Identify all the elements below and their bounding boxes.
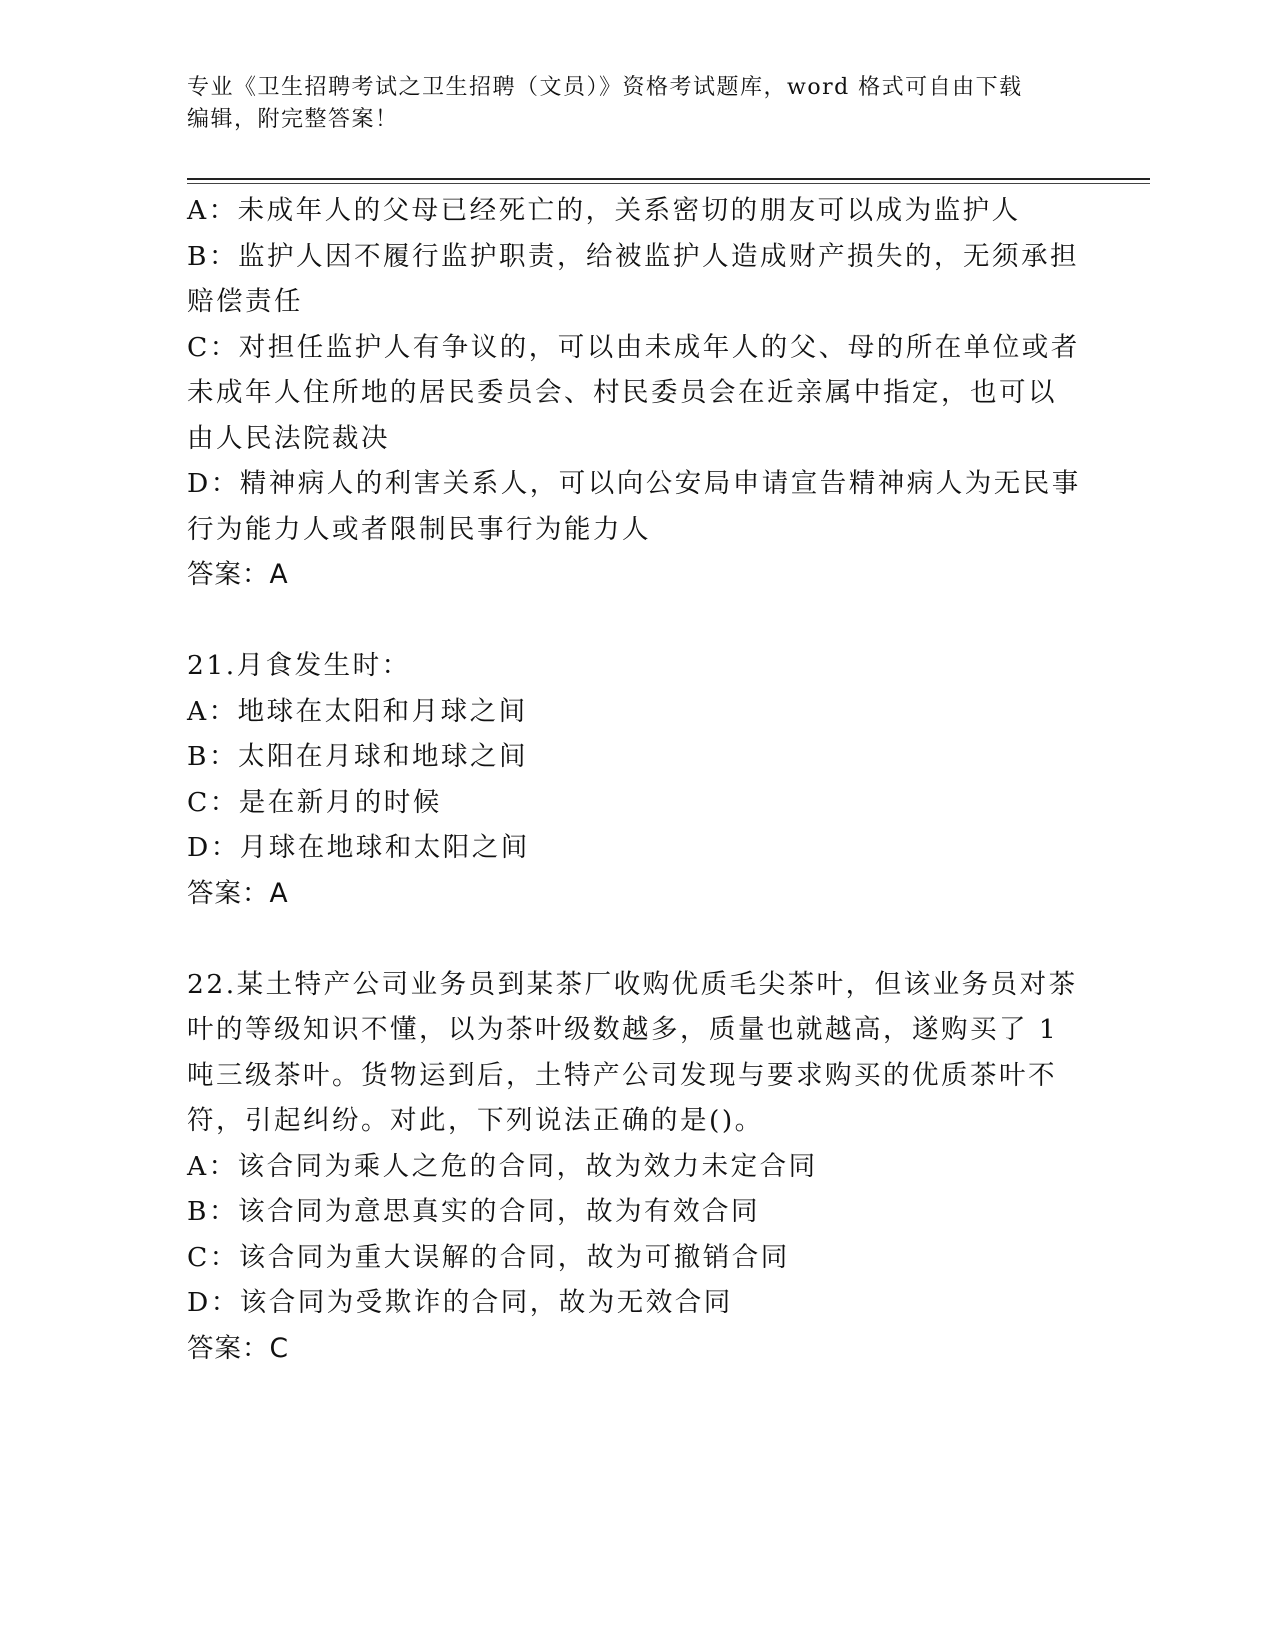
option-b-line: 赔偿责任 [187, 286, 303, 317]
option-c-line: 未成年人住所地的居民委员会、村民委员会在近亲属中指定，也可以 [187, 377, 1057, 408]
question-stem: 符，引起纠纷。对此，下列说法正确的是()。 [187, 1105, 764, 1136]
option-a-line: A：未成年人的父母已经死亡的，关系密切的朋友可以成为监护人 [187, 195, 1021, 226]
option-b-line: B：太阳在月球和地球之间 [187, 741, 528, 772]
header-line-2: 编辑，附完整答案！ [187, 107, 399, 132]
header-line-1: 专业《卫生招聘考试之卫生招聘（文员）》资格考试题库，word 格式可自由下载 [187, 75, 1023, 100]
question-stem: 22.某土特产公司业务员到某茶厂收购优质毛尖茶叶，但该业务员对茶 [187, 968, 1078, 1000]
option-b-line: B：监护人因不履行监护职责，给被监护人造成财产损失的，无须承担 [187, 240, 1079, 272]
option-c-line: C：对担任监护人有争议的，可以由未成年人的父、母的所在单位或者 [187, 331, 1080, 363]
question-stem: 21.月食发生时： [187, 650, 411, 681]
option-d-line: 行为能力人或者限制民事行为能力人 [187, 513, 651, 545]
document-header [187, 72, 1067, 136]
answer-line: 答案：A [187, 877, 289, 909]
option-b-line: B：该合同为意思真实的合同，故为有效合同 [187, 1196, 760, 1227]
option-c-line: C：是在新月的时候 [187, 786, 442, 818]
header-divider-thick [187, 178, 1150, 180]
header-divider-thin [187, 183, 1150, 184]
question-spacer [187, 598, 1087, 644]
option-c-line: 由人民法院裁决 [187, 422, 390, 454]
question-content [187, 188, 1087, 1371]
option-d-line: D：该合同为受欺诈的合同，故为无效合同 [187, 1287, 733, 1318]
question-20-options [187, 188, 1087, 598]
option-d-line: D：精神病人的利害关系人，可以向公安局申请宣告精神病人为无民事 [187, 468, 1081, 499]
option-d-line: D：月球在地球和太阳之间 [187, 832, 530, 863]
option-a-line: A：该合同为乘人之危的合同，故为效力未定合同 [187, 1150, 818, 1182]
answer-line: 答案：A [187, 559, 289, 590]
option-c-line: C：该合同为重大误解的合同，故为可撤销合同 [187, 1241, 790, 1273]
question-spacer [187, 916, 1087, 962]
question-21 [187, 643, 1087, 916]
option-a-line: A：地球在太阳和月球之间 [187, 695, 528, 727]
question-22 [187, 962, 1087, 1372]
question-stem: 叶的等级知识不懂，以为茶叶级数越多，质量也就越高，遂购买了 1 [187, 1014, 1059, 1045]
answer-line: 答案：C [187, 1332, 290, 1364]
question-stem: 吨三级茶叶。货物运到后，土特产公司发现与要求购买的优质茶叶不 [187, 1059, 1057, 1091]
